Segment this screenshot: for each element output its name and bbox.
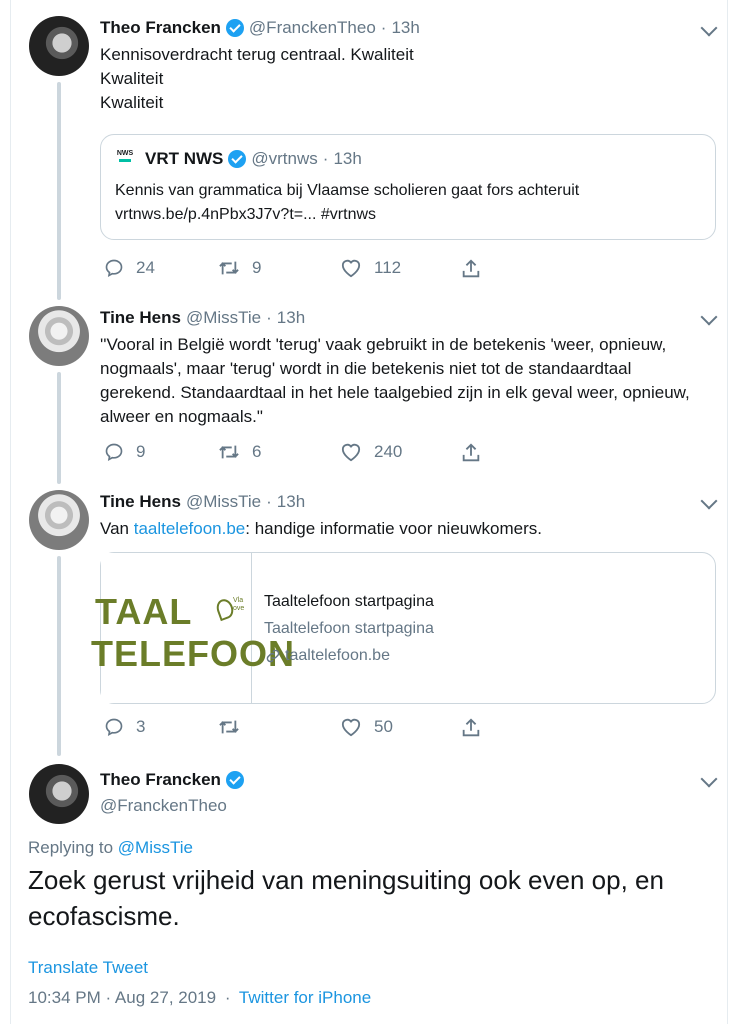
heart-icon <box>340 258 362 278</box>
card-domain-row <box>264 647 390 665</box>
tweet-text-line: gerekend. Standaardtaal in het hele taalgebied zijn in elk geval weer, opnieuw, <box>100 383 690 402</box>
separator-dot: · <box>266 492 272 511</box>
retweet-icon <box>218 258 240 278</box>
retweet-button[interactable] <box>218 258 261 278</box>
quoted-time: 13h <box>333 149 362 168</box>
retweet-button[interactable] <box>218 442 261 462</box>
author-name[interactable]: Tine Hens <box>100 308 181 327</box>
thread-line <box>57 82 61 300</box>
verified-badge-icon <box>228 150 246 168</box>
card-domain: taaltelefoon.be <box>285 647 390 664</box>
reply-count: 9 <box>136 442 146 461</box>
separator-dot: · <box>224 988 231 1007</box>
share-button[interactable] <box>460 717 494 739</box>
main-tweet-header <box>100 770 244 790</box>
retweet-count: 6 <box>252 442 262 461</box>
tweet-time[interactable]: 13h <box>276 492 306 511</box>
tweet-header <box>100 18 420 38</box>
separator-dot: · <box>322 149 329 168</box>
tweet-text-segment: : handige informatie voor nieuwkomers. <box>245 519 542 538</box>
tweet-text-line: Kwaliteit <box>100 69 164 88</box>
source-link[interactable]: Twitter for iPhone <box>238 988 372 1007</box>
reply-count: 24 <box>136 258 155 277</box>
tweet-link[interactable]: taaltelefoon.be <box>133 519 246 538</box>
avatar[interactable] <box>29 764 89 824</box>
author-handle[interactable]: @FranckenTheo <box>248 18 376 37</box>
main-tweet-text: Zoek gerust vrijheid van meningsuiting ook even op, en ecofascisme. <box>28 865 664 931</box>
author-name[interactable]: Tine Hens <box>100 492 181 511</box>
tweet-text <box>100 43 414 115</box>
tweet-text-segment: Van <box>100 519 134 538</box>
separator-dot: · <box>380 18 387 37</box>
timestamp[interactable]: 10:34 PM · Aug 27, 2019 <box>28 988 217 1007</box>
thread-line <box>57 556 61 756</box>
tweet-text-line: Kennisoverdracht terug centraal. Kwaliteit <box>100 45 414 64</box>
like-button[interactable] <box>340 442 402 462</box>
main-tweet-handle-row <box>100 796 227 816</box>
heart-icon <box>340 442 362 462</box>
card-image <box>91 553 295 703</box>
like-count: 50 <box>374 717 393 736</box>
quoted-header <box>145 149 362 169</box>
link-card[interactable] <box>91 552 716 704</box>
reply-button[interactable] <box>104 258 155 278</box>
author-handle[interactable]: @MissTie <box>185 492 262 511</box>
tweet-header <box>100 492 305 512</box>
tweet-text <box>100 333 690 429</box>
vrt-logo-icon: NWS <box>115 150 135 170</box>
author-name[interactable]: Theo Francken <box>100 770 221 789</box>
share-button[interactable] <box>460 442 494 464</box>
card-title[interactable]: Taaltelefoon startpagina <box>264 593 434 610</box>
tweet-text-line: nogmaals', maar 'terug' wordt in die betekenis niet tot de standaardtaal <box>100 359 632 378</box>
tweet-text-line: ''Vooral in België wordt 'terug' vaak gebruikt in de betekenis 'weer, opnieuw, <box>100 335 667 354</box>
like-button[interactable] <box>340 258 401 278</box>
retweet-button[interactable] <box>218 717 252 737</box>
avatar[interactable] <box>29 16 89 76</box>
reply-icon <box>104 717 124 737</box>
quoted-text-line: Kennis van grammatica bij Vlaamse scholieren gaat fors achteruit <box>115 182 580 199</box>
quoted-author-name: VRT NWS <box>145 149 224 168</box>
like-button[interactable] <box>340 717 393 737</box>
verified-badge-icon <box>226 771 244 789</box>
card-logo-line: TELEFOON <box>91 633 295 674</box>
tweet-text-line: Kwaliteit <box>100 93 164 112</box>
translate-tweet-link[interactable]: Translate Tweet <box>28 958 149 977</box>
tweet-text <box>100 517 542 541</box>
like-count: 240 <box>374 442 403 461</box>
replying-to <box>28 838 193 858</box>
verified-badge-icon <box>226 19 244 37</box>
reply-button[interactable] <box>104 717 145 737</box>
share-icon <box>460 258 482 280</box>
tweet-time[interactable]: 13h <box>276 308 306 327</box>
tweet-time[interactable]: 13h <box>391 18 420 37</box>
separator-dot: · <box>266 308 272 327</box>
retweet-count: 9 <box>252 258 262 277</box>
quoted-author-handle: @vrtnws <box>251 149 318 168</box>
author-handle[interactable]: @FranckenTheo <box>100 796 227 815</box>
share-button[interactable] <box>460 258 494 280</box>
author-name[interactable]: Theo Francken <box>100 18 221 37</box>
reply-icon <box>104 258 124 278</box>
tweet-actions <box>100 442 500 468</box>
share-icon <box>460 717 482 739</box>
tweet-text-line: alweer en nogmaals." <box>100 407 263 426</box>
thread-line <box>57 372 61 484</box>
card-description: Taaltelefoon startpagina <box>264 620 434 637</box>
reply-button[interactable] <box>104 442 145 462</box>
share-icon <box>460 442 482 464</box>
card-logo-small: Vla ove <box>233 597 245 612</box>
replying-handle[interactable]: @MissTie <box>117 838 193 857</box>
quoted-tweet[interactable] <box>100 134 716 240</box>
retweet-icon <box>218 717 240 737</box>
like-count: 112 <box>374 258 402 277</box>
quoted-text-line: vrtnws.be/p.4nPbx3J7v?t=... #vrtnws <box>115 206 377 223</box>
tweet-meta <box>28 988 371 1008</box>
tweet-actions <box>100 717 500 743</box>
retweet-icon <box>218 442 240 462</box>
heart-icon <box>340 717 362 737</box>
avatar[interactable] <box>29 306 89 366</box>
quoted-text <box>115 179 579 227</box>
reply-icon <box>104 442 124 462</box>
tweet-actions <box>100 258 500 284</box>
tweet-header <box>100 308 305 328</box>
card-logo-line: TAAL <box>95 591 193 632</box>
avatar[interactable] <box>29 490 89 550</box>
replying-label: Replying to <box>28 838 118 857</box>
reply-count: 3 <box>136 717 146 736</box>
link-icon <box>264 647 282 665</box>
author-handle[interactable]: @MissTie <box>185 308 262 327</box>
